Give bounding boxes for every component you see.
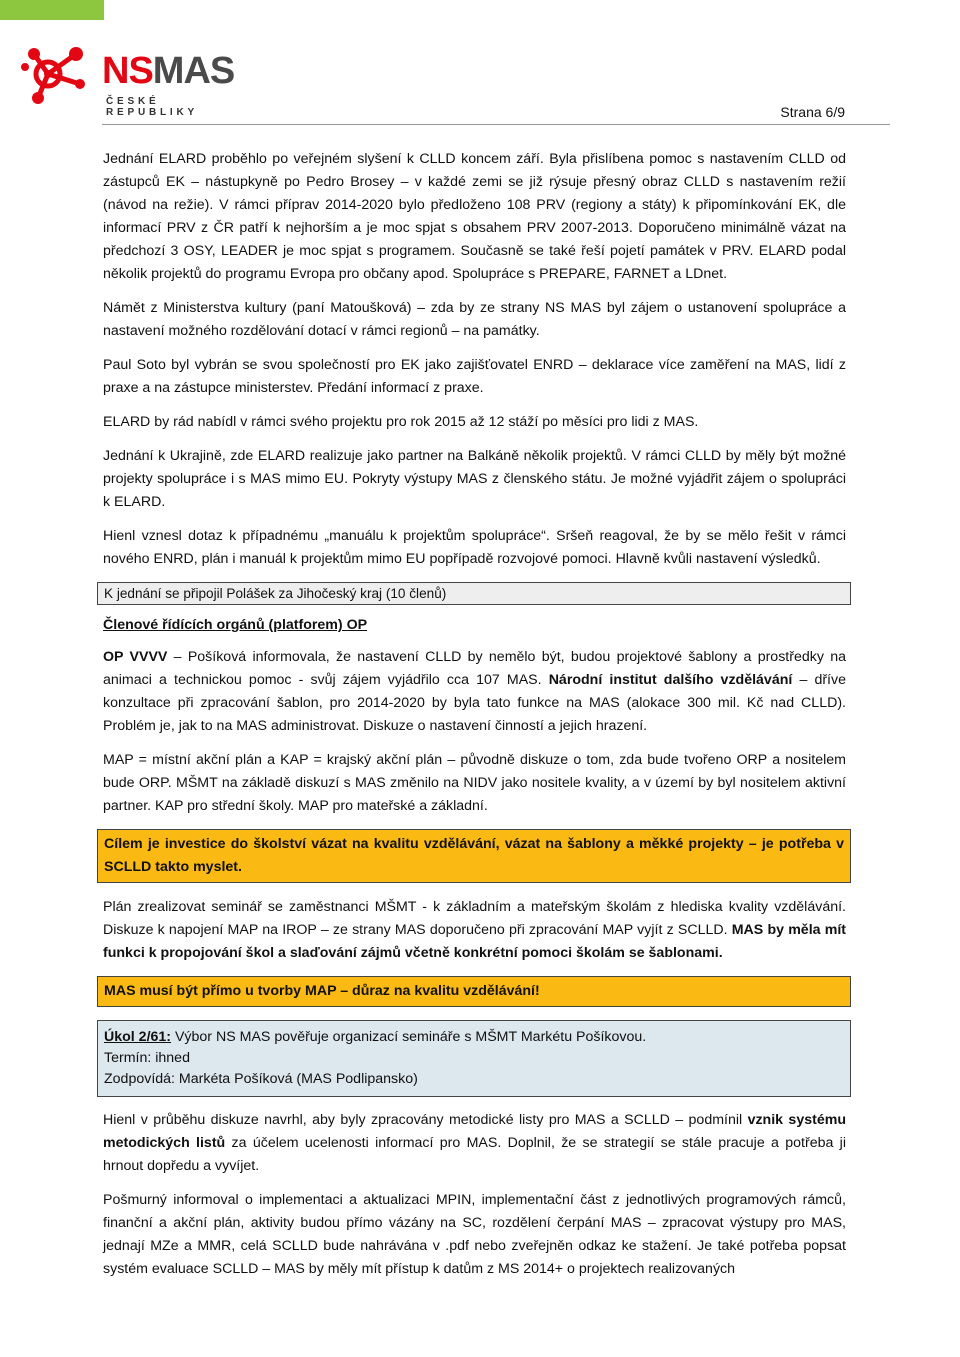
paragraph-seminar [103, 896, 846, 965]
highlight-goal: Cílem je investice do školství vázat na kvalitu vzdělávání, vázat na šablony a měkké projekty – je potřeba v SCLLD takto myslet. [97, 829, 851, 883]
header-divider [102, 124, 890, 125]
logo-wordmark: NSMAS [102, 50, 235, 92]
nsmas-logo [18, 36, 238, 116]
task-deadline: Termín: ihned [104, 1050, 190, 1066]
methodical-text-2: za účelem ucelenosti informací pro MAS. Doplnil, že se strategií se stále pracuje a potřeba ji hrnout dopředu a vyvíjet. [103, 1135, 846, 1174]
task-text: Výbor NS MAS pověřuje organizací semináře s MŠMT Markétu Pošíkovou. [171, 1029, 647, 1045]
corner-accent [0, 0, 104, 20]
task-box [97, 1020, 851, 1097]
paragraph-ukraine: Jednání k Ukrajině, zde ELARD realizuje jako partner na Balkáně několik projektů. V rámci CLLD by měly být možné projekty spolupráce i s MAS mimo EU. Pokryty výstupy MAS z členského státu. Je možné vyjádřit zájem o spolupráci k ELARD. [103, 448, 846, 510]
paragraph-ministry-culture: Námět z Ministerstva kultury (paní Matoušková) – zda by ze strany NS MAS byl zájem o ustanovení spolupráce a nastavení možného rozdělování dotací v rámci regionů – na památky. [103, 300, 846, 339]
task-label: Úkol 2/61: [104, 1029, 172, 1045]
paragraph-manual: Hienl vznesl dotaz k případnému „manuálu k projektům spolupráce“. Sršeň reagoval, že by se mělo řešit v rámci nového ENRD, plán i manuál k projektům mimo EU popřípadě rozvojové pomoci. Hlavně kvůli nastavení výsledků. [103, 528, 846, 567]
paragraph-methodical-sheets [103, 1109, 846, 1178]
section-heading: Členové řídících orgánů (platforem) OP [103, 617, 368, 633]
nidv-label: Národní institut dalšího vzdělávání [548, 672, 793, 688]
task-title [104, 1027, 844, 1048]
paragraph-internships: ELARD by rád nabídl v rámci svého projektu pro rok 2015 až 12 stáží po měsíci pro lidi z MAS. [103, 414, 699, 430]
methodical-text-1: Hienl v průběhu diskuze navrhl, aby byly zpracovány metodické listy pro MAS a SCLLD – podmínil [103, 1112, 748, 1128]
seminar-bold: MAS by měla mít funkci k propojování škol a slaďování zájmů včetně konkrétní pomoci školám se šablonami. [103, 922, 847, 961]
op-vvvv-label: OP VVVV [103, 649, 168, 665]
nidv-text: – dříve konzultace při zpracování šablon, pro 2014-2020 by byla tato funkce na MAS (alokace 300 mil. Kč nad CLLD). Problém je, jak to na MAS administrovat. Diskuze o nastavení činností a jejich hrazení. [103, 672, 846, 734]
highlight-map: MAS musí být přímo u tvorby MAP – důraz na kvalitu vzdělávání! [97, 976, 851, 1007]
logo-subtitle: ČESKÉ REPUBLIKY [106, 96, 198, 118]
paragraph-mpin: Pošmurný informoval o implementaci a aktualizaci MPIN, implementační část z jednotlivých programových rámců, finanční a akční plán, aktivity budou přímo vázány na SC, rozdělení čerpání MAS – zpracovat výstupy pro MAS, jednají MZe a MMR, celá SCLLD bude nahrávána v .pdf nebo zveřejněn odkaz ke stažení. Je také potřeba popsat systém evaluace SCLLD – MAS by měly mít přístup k datům z MS 2014+ o projektech realizovaných [103, 1192, 846, 1277]
page-number: Strana 6/9 [780, 104, 845, 120]
note-box: K jednání se připojil Polášek za Jihočeský kraj (10 členů) [97, 582, 851, 605]
paragraph-elard: Jednání ELARD proběhlo po veřejném slyšení k CLLD koncem září. Byla přislíbena pomoc s nastavením CLLD od zástupců EK – nástupkyně po Pedro Brosey – v každé zemi se již rýsuje přesný obraz CLLD s nastavením režií (návod na režie). V rámci příprav 2014-2020 bylo předloženo 108 PRV (regiony a státy) k připomínkování EK, dle informací PRV z ČR patří k nejhorším a je moc spjat s obsahem PRV 2007-2013. Doporučeno minimálně vázat na předchozí 3 OSY, LEADER je moc spjat s programem. Současně se také řeší pojetí památek v PRV. ELARD podal několik projektů do programu Evropa pro občany apod. Spolupráce s PREPARE, FARNET a LDnet. [103, 151, 846, 282]
methodical-bold: vznik systému metodických listů [103, 1112, 847, 1151]
paragraph-paul-soto: Paul Soto byl vybrán se svou společností pro EK jako zajišťovatel ENRD – deklarace více zaměření na MAS, lidí z praxe a na zástupce ministerstev. Předání informací z praxe. [103, 357, 846, 396]
document-body [103, 148, 846, 1292]
paragraph-map-kap: MAP = místní akční plán a KAP = krajský akční plán – původně diskuze o tom, zda bude tvořeno ORP a nositelem bude ORP. MŠMT na základě diskuzí s MAS změnilo na NIDV jako nositele kvality, a v území by byl nositelem aktivní partner. KAP pro střední školy. MAP pro mateřské a základní. [103, 752, 846, 814]
paragraph-op-vvvv [103, 646, 846, 738]
op-vvvv-text: – Pošíková informovala, že nastavení CLLD by nemělo být, budou projektové šablony a prostředky na animaci a technickou pomoc - svůj zájem vyjádřilo cca 107 MAS. [103, 649, 846, 688]
molecule-logo-icon [18, 36, 108, 116]
seminar-text: Plán zrealizovat seminář se zaměstnanci MŠMT - k základním a mateřským školám z hlediska kvality vzdělávání. Diskuze k napojení MAP na IROP – ze strany MAS doporučeno při zpracování MAP vyjít z SCLLD. [103, 899, 846, 938]
task-owner: Zodpovídá: Markéta Pošíková (MAS Podlipansko) [104, 1071, 418, 1087]
